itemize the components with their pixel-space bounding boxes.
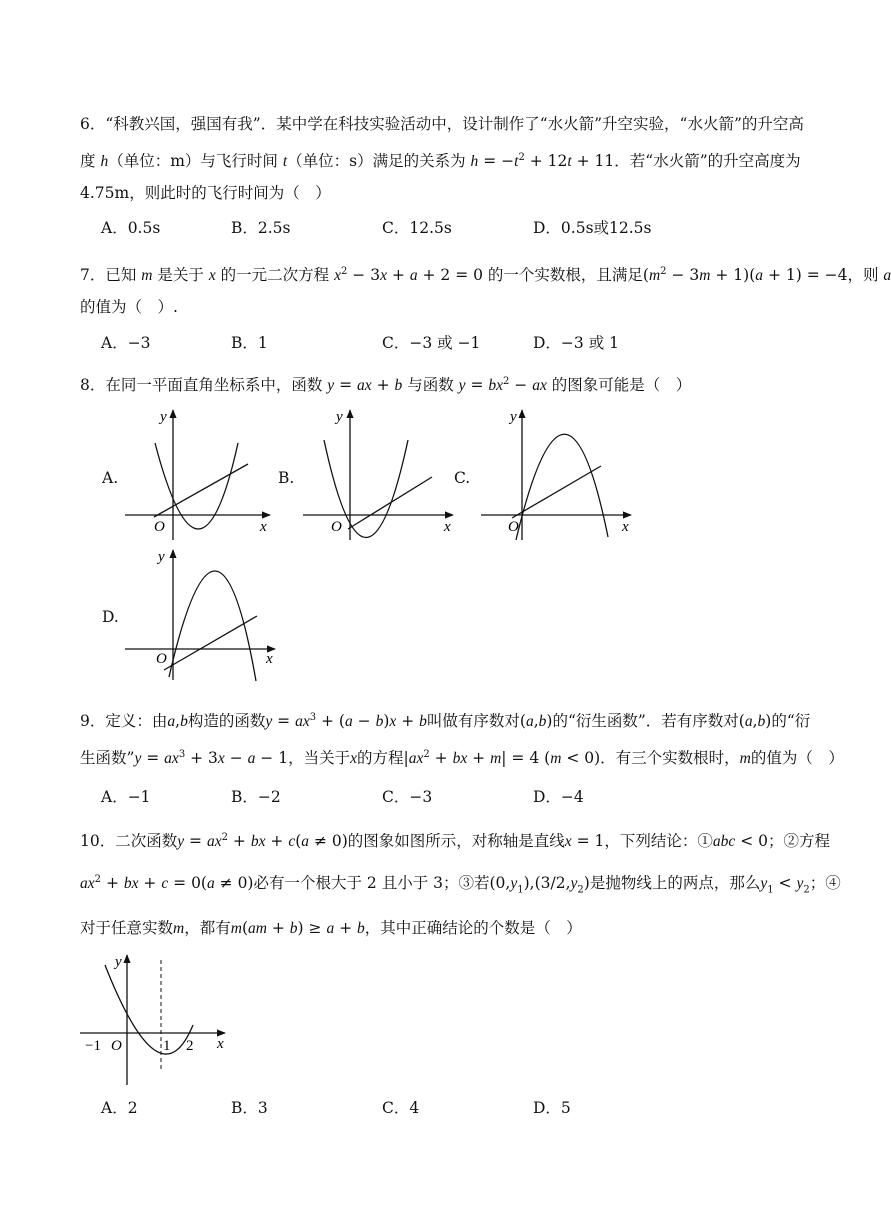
x-axis-label: x xyxy=(260,519,267,535)
origin-label: O xyxy=(508,519,519,535)
y-axis-label: y xyxy=(336,409,343,425)
q9-option-a[interactable]: A．−1 xyxy=(101,788,151,806)
x-axis-label: x xyxy=(266,651,273,667)
q8-label-c[interactable]: C. xyxy=(454,469,471,487)
q8-label-a[interactable]: A. xyxy=(102,469,119,487)
q10-option-d[interactable]: D．5 xyxy=(533,1099,571,1117)
q8-graph-c-svg xyxy=(476,405,646,545)
line xyxy=(512,466,601,518)
q6-option-c[interactable]: C．12.5s xyxy=(382,219,452,237)
tick-1-label: 1 xyxy=(163,1038,171,1054)
q8-graph-d-svg xyxy=(120,545,290,685)
q10-line2: $ax^2$ + bx + c = 0(a ≠ 0)必有一个根大于 2 且小于 3；③若$(0,y_1),(3/2,y_2)$是抛物线上的两点，那么$y_1 < y_2$；④ xyxy=(80,874,841,896)
q9-option-d[interactable]: D．−4 xyxy=(533,788,584,806)
q9-line2: 生函数”y = $ax^3 + 3x - a - 1$，当关于x的方程$|ax^2$ + bx + m| = 4 (m < 0)．有三个实数根时，m的值为（ ） xyxy=(80,749,844,768)
q10-option-a[interactable]: A．2 xyxy=(101,1099,138,1117)
q6-line1: 6．“科教兴国，强国有我”．某中学在科技实验活动中，设计制作了“水火箭”升空实验，“水火箭”的升空高 xyxy=(80,115,804,133)
q9-option-c[interactable]: C．−3 xyxy=(382,788,433,806)
q6-line2: 度 h（单位：m）与飞行时间 t（单位：s）满足的关系为 $h = -t^2 + 12t + 11$．若“水火箭”的升空高度为 xyxy=(80,152,801,171)
q10-option-b[interactable]: B．3 xyxy=(231,1099,268,1117)
q7-line2: 的值为（ ）. xyxy=(80,298,178,316)
q6-option-a[interactable]: A．0.5s xyxy=(101,219,161,237)
q7-line1: 7．已知 m 是关于 x 的一元二次方程 $x^2 - 3x + a + 2 = 0$ 的一个实数根，且满足$(m^2 - 3m + 1)(a + 1) = -4$，则 a xyxy=(80,266,891,285)
q7-option-c[interactable]: C．−3 或 −1 xyxy=(382,334,481,352)
q6-option-d[interactable]: D．0.5s或12.5s xyxy=(533,219,652,237)
q8-line1: 8．在同一平面直角坐标系中，函数 y = ax + b 与函数 $y = bx^2$ − ax 的图象可能是（ ） xyxy=(80,376,692,395)
x-axis-label: x xyxy=(444,519,451,535)
q10-line1: 10．二次函数$y = ax^2$ + bx + c(a ≠ 0)的图象如图所示，对称轴是直线x = 1，下列结论：①abc < 0；②方程 xyxy=(80,832,830,851)
parabola xyxy=(169,571,256,681)
q10-graph-svg xyxy=(75,950,235,1090)
q8-label-b[interactable]: B. xyxy=(278,469,295,487)
x-axis-label: x xyxy=(622,519,629,535)
tick-neg1-label: −1 xyxy=(85,1038,101,1054)
origin-label: O xyxy=(111,1038,122,1054)
q6-option-b[interactable]: B．2.5s xyxy=(231,219,291,237)
q8-graph-b-svg xyxy=(298,405,471,545)
q8-graph-a-svg xyxy=(120,405,280,545)
parabola xyxy=(155,443,238,529)
x-axis-label: x xyxy=(217,1036,224,1052)
q7-option-b[interactable]: B．1 xyxy=(231,334,268,352)
origin-label: O xyxy=(156,651,167,667)
y-axis-label: y xyxy=(510,409,517,425)
tick-2-label: 2 xyxy=(186,1038,194,1054)
y-axis-label: y xyxy=(115,954,122,970)
q9-option-b[interactable]: B．−2 xyxy=(231,788,281,806)
q10-option-c[interactable]: C．4 xyxy=(382,1099,420,1117)
q10-line3: 对于任意实数m，都有m(am + b) ≥ a + b，其中正确结论的个数是（ ） xyxy=(80,919,582,937)
origin-label: O xyxy=(154,519,165,535)
q6-line3: 4.75m，则此时的飞行时间为（ ） xyxy=(80,184,331,202)
q7-option-a[interactable]: A．−3 xyxy=(101,334,151,352)
q8-label-d[interactable]: D. xyxy=(102,608,119,626)
y-axis-label: y xyxy=(158,549,165,565)
parabola xyxy=(516,434,608,540)
q7-option-d[interactable]: D．−3 或 1 xyxy=(533,334,619,352)
origin-label: O xyxy=(331,519,342,535)
line xyxy=(154,464,248,517)
q9-line1: 9．定义：由a,b构造的函数$y = ax^3 + (a - b)x + b$叫做有序数对(a,b)的“衍生函数”．若有序数对(a,b)的“衍 xyxy=(80,712,811,731)
line xyxy=(348,477,432,529)
y-axis-label: y xyxy=(160,409,167,425)
